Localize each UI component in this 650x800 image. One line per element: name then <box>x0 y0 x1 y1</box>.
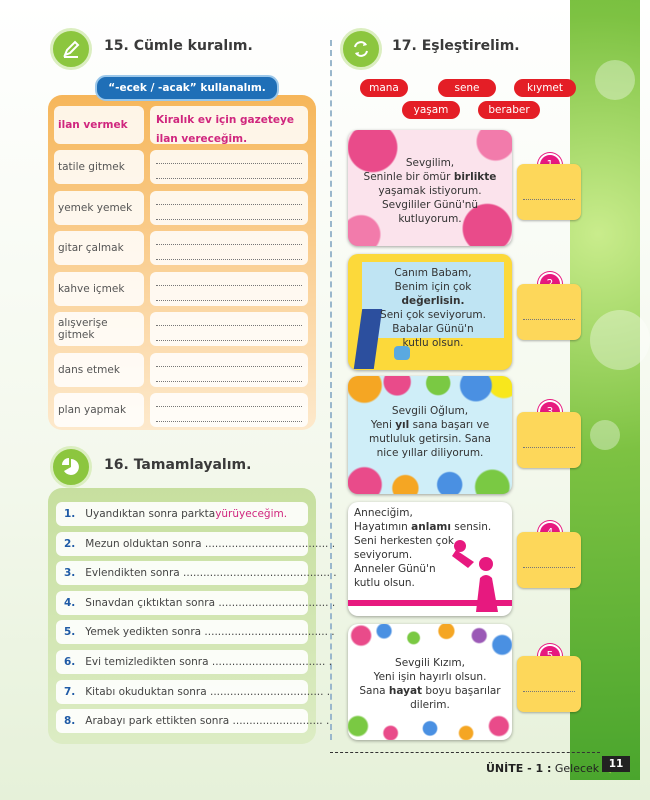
card-4 <box>348 502 512 616</box>
footer-rule <box>330 752 600 753</box>
card-4-text: Anneciğim, Hayatımın anlamı sensin. Seni herkesten çok seviyorum. Anneler Günü'n kutlu olsun. <box>354 507 492 589</box>
list-item[interactable] <box>56 591 336 615</box>
table-row-label: alışverişe gitmek <box>54 312 144 346</box>
word-chip[interactable]: sene <box>438 79 496 97</box>
item-number: 3. <box>64 567 76 580</box>
refresh-arrows-icon <box>340 28 382 70</box>
table-row-label: yemek yemek <box>54 191 144 225</box>
item-text: Mezun olduktan sonra ..................................... . <box>85 537 336 550</box>
item-text: Kitabı okuduktan sonra .................................. . <box>85 685 331 698</box>
word-chip[interactable]: kıymet <box>514 79 576 97</box>
word-chip[interactable]: beraber <box>478 101 540 119</box>
card-2-text: Canım Babam, Benim için çok değerlisin. Seni çok seviyorum. Babalar Günü'n kutlu olsun. <box>380 267 486 349</box>
item-text: Uyandıktan sonra parkta <box>85 508 216 520</box>
list-item[interactable] <box>56 620 335 644</box>
list-item[interactable] <box>56 502 308 526</box>
section-16-title: 16. Tamamlayalım. <box>104 457 252 473</box>
table-row-answer[interactable] <box>150 312 308 346</box>
item-answer: yürüyeceğim. <box>215 508 288 520</box>
item-number: 5. <box>64 626 76 639</box>
table-row-answer[interactable] <box>150 231 308 265</box>
decorative-bubble <box>590 310 650 370</box>
section-16-box <box>48 488 316 744</box>
section-17-title: 17. Eşleştirelim. <box>392 38 520 54</box>
item-number: 4. <box>64 596 76 609</box>
card-1-text: Sevgilim, Seninle bir ömür birlikte yaşamak istiyorum. Sevgililer Günü'nü kutluyorum. <box>363 157 497 225</box>
item-text: Sınavdan çıktıktan sonra ................................. . <box>85 596 336 609</box>
item-text: Yemek yedikten sonra ..................................... . <box>85 626 335 639</box>
item-number: 1. <box>64 508 76 520</box>
pencil-icon <box>50 28 92 70</box>
card-2 <box>348 254 512 370</box>
item-text: Arabayı park ettikten sonra ........................... . <box>85 715 330 728</box>
list-item[interactable] <box>56 561 337 585</box>
answer-box-3[interactable] <box>517 412 581 468</box>
table-row-label: dans etmek <box>54 353 144 387</box>
footer-unit: ÜNİTE - 1 : Gelecek <box>486 762 611 775</box>
answer-box-5[interactable] <box>517 656 581 712</box>
table-row-label: tatile gitmek <box>54 150 144 184</box>
table-row-label: plan yapmak <box>54 393 144 427</box>
table-row-answer[interactable] <box>150 272 308 306</box>
table-row-answer[interactable] <box>150 353 308 387</box>
card-3-text: Sevgili Oğlum, Yeni yıl sana başarı ve mutluluk getirsin. Sana nice yıllar diliyorum. <box>369 405 491 459</box>
list-item[interactable] <box>56 650 333 674</box>
item-text: Evlendikten sonra ............................................ . <box>85 567 337 580</box>
page-number: 11 <box>602 756 630 772</box>
answer-box-4[interactable] <box>517 532 581 588</box>
list-item[interactable] <box>56 532 336 556</box>
card-5-text: Sevgili Kızım, Yeni işin hayırlı olsun. Sana hayat boyu başarılar dilerim. <box>359 657 501 711</box>
item-number: 2. <box>64 537 76 550</box>
table-row-label: kahve içmek <box>54 272 144 306</box>
pie-chart-icon <box>50 446 92 488</box>
table-header-left: ilan vermek <box>54 106 144 144</box>
item-text: Evi temizledikten sonra .................................. . <box>85 656 333 668</box>
word-chip[interactable]: mana <box>360 79 408 97</box>
answer-box-2[interactable] <box>517 284 581 340</box>
section-15-instruction: “-ecek / -acak” kullanalım. <box>95 75 279 101</box>
list-item[interactable] <box>56 680 331 704</box>
answer-box-1[interactable] <box>517 164 581 220</box>
card-5 <box>348 624 512 740</box>
card-3 <box>348 376 512 494</box>
item-number: 7. <box>64 685 76 698</box>
table-header-right: Kiralık ev için gazeteye ilan vereceğim. <box>150 106 308 144</box>
table-row-label: gitar çalmak <box>54 231 144 265</box>
section-15-title: 15. Cümle kuralım. <box>104 38 253 54</box>
card-1 <box>348 130 512 246</box>
item-number: 6. <box>64 656 76 668</box>
decorative-bubble <box>590 420 620 450</box>
table-row-answer[interactable] <box>150 150 308 184</box>
list-item[interactable] <box>56 709 330 733</box>
item-number: 8. <box>64 715 76 728</box>
table-row-answer[interactable] <box>150 191 308 225</box>
table-row-answer[interactable] <box>150 393 308 427</box>
word-chip[interactable]: yaşam <box>402 101 460 119</box>
decorative-bubble <box>595 60 635 100</box>
